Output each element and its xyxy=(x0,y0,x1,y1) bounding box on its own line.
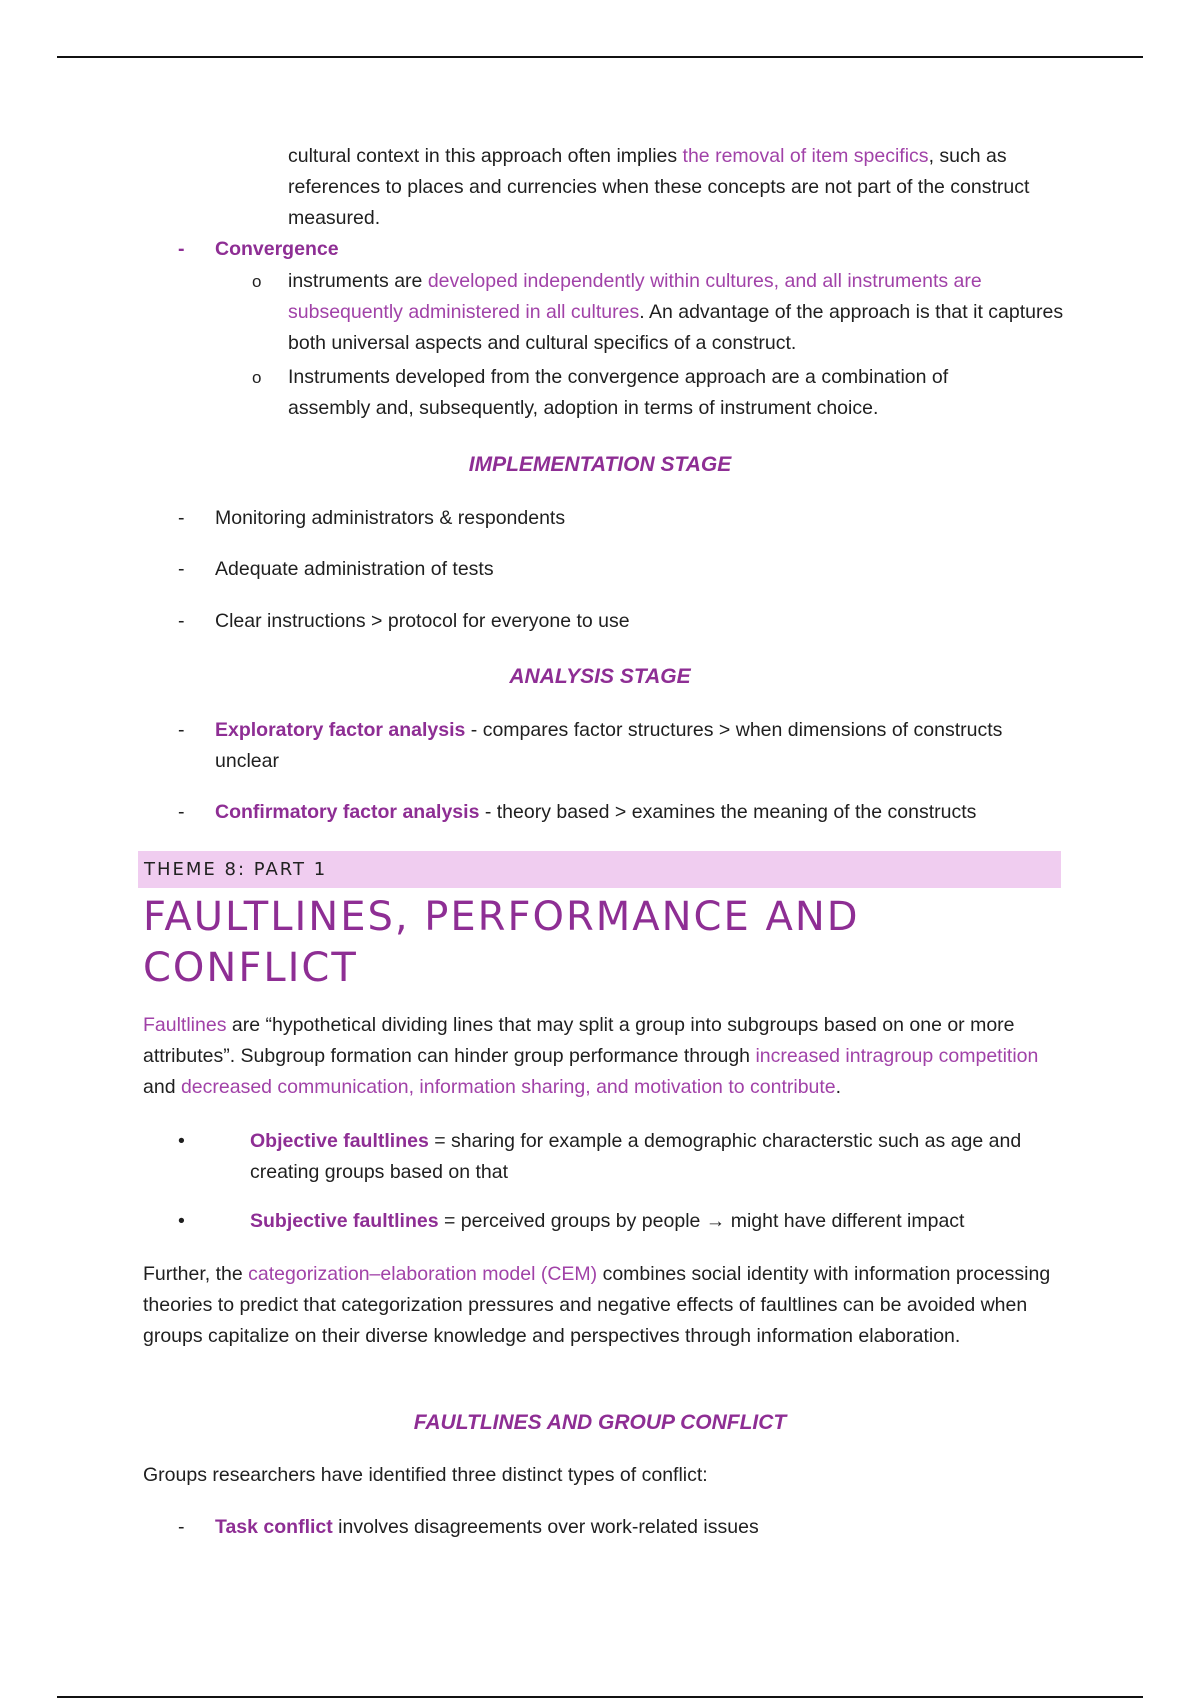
convergence-label: Convergence xyxy=(215,238,339,260)
implementation-item: - Clear instructions > protocol for everyone to use xyxy=(0,606,1200,637)
conflict-heading: FAULTLINES AND GROUP CONFLICT xyxy=(413,1411,787,1434)
footer-rule xyxy=(57,1696,1143,1698)
convergence-sub-2 xyxy=(0,362,1200,424)
theme-bar: THEME 8: PART 1 xyxy=(138,851,1061,888)
item-text: Monitoring administrators & respondents xyxy=(215,507,566,529)
highlight-text: categorization–elaboration model (CEM) xyxy=(248,1263,598,1285)
highlight-text: decreased communication, information sharing, and motivation to contribute xyxy=(180,1076,836,1098)
text: . xyxy=(835,1076,842,1098)
subjective-text: = perceived groups by people → might have different impact xyxy=(438,1210,965,1232)
objective-text: = sharing for example a demographic characterstic such as age and creating groups based on that xyxy=(250,1130,1022,1183)
bullet-marker: • xyxy=(178,1210,185,1232)
objective-faultlines-item xyxy=(0,1126,1200,1188)
cem-paragraph xyxy=(143,1259,1058,1352)
text: and xyxy=(143,1076,181,1098)
faultlines-paragraph xyxy=(143,1010,1063,1103)
dash-marker: - xyxy=(178,238,185,260)
theme-title: FAULTLINES, PERFORMANCE AND CONFLICT xyxy=(143,894,860,991)
circle-marker: o xyxy=(252,368,262,387)
continued-paragraph xyxy=(0,141,1200,234)
text: , such as references to places and currencies when these concepts are not part of the construct measured. xyxy=(288,145,1030,229)
subjective-label: Subjective faultlines xyxy=(250,1210,439,1232)
highlight-text: the removal of item specifics xyxy=(682,145,929,167)
task-conflict-label: Task conflict xyxy=(215,1516,333,1538)
item-text: Adequate administration of tests xyxy=(215,558,494,580)
item-text: Clear instructions > protocol for everyone to use xyxy=(215,610,630,632)
implementation-item: - Adequate administration of tests xyxy=(0,554,1200,585)
faultlines-term: Faultlines xyxy=(143,1014,227,1036)
highlight-text: developed independently within cultures, and all instruments are subsequently administered in all cultures xyxy=(288,270,982,323)
text: cultural context in this approach often implies xyxy=(288,145,683,167)
convergence-sub-1 xyxy=(0,266,1200,359)
implementation-item: - Monitoring administrators & respondents xyxy=(0,503,1200,534)
objective-label: Objective faultlines xyxy=(250,1130,429,1152)
text: Further, the xyxy=(143,1263,249,1285)
text: instruments are xyxy=(288,270,428,292)
task-conflict-item: - Task conflict involves disagreements over work-related issues xyxy=(178,1516,759,1538)
text: . An advantage of the approach is that it captures both universal aspects and cultural specifics of a construct. xyxy=(288,301,1064,354)
highlight-text: increased intragroup competition xyxy=(755,1045,1039,1067)
header-rule xyxy=(57,56,1143,58)
convergence-item xyxy=(0,234,1200,265)
efa-label: Exploratory factor analysis xyxy=(215,719,466,741)
analysis-heading: ANALYSIS STAGE xyxy=(509,665,691,688)
bullet-marker: • xyxy=(178,1130,185,1152)
text: combines social identity with information processing theories to predict that categorization pressures and negative effects of faultlines can be avoided when groups capitalize on their diverse knowledge and perspectives through information elaboration. xyxy=(143,1263,1051,1347)
efa-text: - compares factor structures > when dimensions of constructs unclear xyxy=(215,719,1003,772)
text: are “hypothetical dividing lines that may split a group into subgroups based on one or more attributes”. Subgroup formation can hinder group performance through xyxy=(143,1014,1015,1067)
cfa-text: - theory based > examines the meaning of the constructs xyxy=(479,801,977,823)
cfa-label: Confirmatory factor analysis xyxy=(215,801,480,823)
cfa-item: - Confirmatory factor analysis - theory based > examines the meaning of the constructs xyxy=(178,801,977,823)
efa-item: - Exploratory factor analysis - compares factor structures > when dimensions of constructs unclear xyxy=(178,719,1003,772)
implementation-heading: IMPLEMENTATION STAGE xyxy=(468,453,732,476)
circle-marker: o xyxy=(252,272,262,291)
task-conflict-text: involves disagreements over work-related issues xyxy=(332,1516,759,1538)
subjective-faultlines-item xyxy=(0,1206,1200,1237)
text: Instruments developed from the convergence approach are a combination of assembly and, subsequently, adoption in terms of instrument choice. xyxy=(288,366,949,419)
conflict-intro: Groups researchers have identified three distinct types of conflict: xyxy=(143,1464,708,1486)
